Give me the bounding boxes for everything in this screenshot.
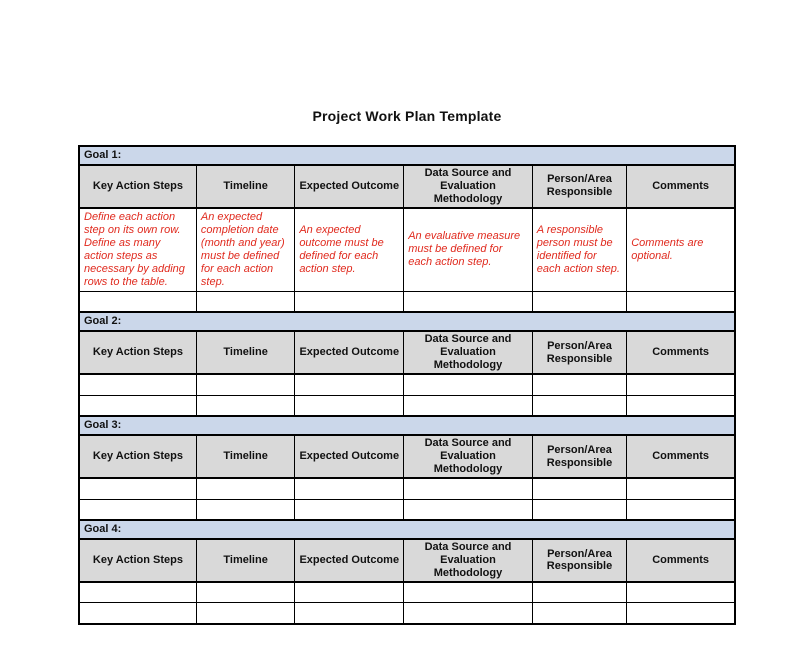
column-header-timeline: Timeline: [196, 435, 294, 478]
instruction-cell-key-action-steps[interactable]: Define each action step on its own row. Define as many action steps as necessary by adding rows to the table.: [79, 208, 196, 291]
goal-band-row: [79, 312, 735, 331]
table-cell[interactable]: [196, 582, 294, 603]
table-cell[interactable]: [532, 582, 626, 603]
table-cell[interactable]: [295, 291, 404, 312]
table-cell[interactable]: [196, 499, 294, 520]
column-header-expected-outcome: Expected Outcome: [295, 539, 404, 582]
table-row: [79, 395, 735, 416]
table-cell[interactable]: [79, 499, 196, 520]
table-cell[interactable]: [196, 478, 294, 499]
goal-label-cell[interactable]: [79, 146, 735, 165]
table-cell[interactable]: [532, 603, 626, 624]
goal-label-cell[interactable]: [79, 312, 735, 331]
column-header-timeline: Timeline: [196, 539, 294, 582]
work-plan-table: [78, 145, 736, 625]
table-row: [79, 374, 735, 395]
goal-band-row: [79, 416, 735, 435]
table-cell[interactable]: [627, 395, 735, 416]
table-cell[interactable]: [627, 499, 735, 520]
instruction-row: [79, 208, 735, 291]
column-header-comments: Comments: [627, 539, 735, 582]
table-cell[interactable]: [627, 603, 735, 624]
table-cell[interactable]: [196, 603, 294, 624]
table-cell[interactable]: [532, 291, 626, 312]
table-cell[interactable]: [295, 478, 404, 499]
column-header-row: [79, 331, 735, 374]
table-row: [79, 582, 735, 603]
table-cell[interactable]: [627, 291, 735, 312]
column-header-row: [79, 165, 735, 208]
table-cell[interactable]: [79, 374, 196, 395]
column-header-comments: Comments: [627, 331, 735, 374]
table-cell[interactable]: [404, 291, 533, 312]
instruction-cell-expected-outcome[interactable]: An expected outcome must be defined for each action step.: [295, 208, 404, 291]
column-header-data-source: Data Source and Evaluation Methodology: [404, 435, 533, 478]
column-header-expected-outcome: Expected Outcome: [295, 331, 404, 374]
column-header-key-action-steps: Key Action Steps: [79, 331, 196, 374]
column-header-person-responsible: Person/Area Responsible: [532, 165, 626, 208]
page-title: Project Work Plan Template: [312, 108, 502, 124]
table-cell[interactable]: [295, 603, 404, 624]
goal-label: Goal 4:: [84, 523, 122, 536]
instruction-cell-comments[interactable]: Comments are optional.: [627, 208, 735, 291]
table-row: [79, 478, 735, 499]
table-cell[interactable]: [404, 478, 533, 499]
goal-label: Goal 3:: [84, 419, 122, 432]
table-cell[interactable]: [532, 478, 626, 499]
column-header-key-action-steps: Key Action Steps: [79, 435, 196, 478]
table-cell[interactable]: [79, 291, 196, 312]
column-header-row: [79, 435, 735, 478]
goal-section-3: [79, 416, 735, 520]
column-header-person-responsible: Person/Area Responsible: [532, 435, 626, 478]
table-cell[interactable]: [404, 499, 533, 520]
table-cell[interactable]: [404, 374, 533, 395]
column-header-data-source: Data Source and Evaluation Methodology: [404, 165, 533, 208]
table-row: [79, 499, 735, 520]
column-header-expected-outcome: Expected Outcome: [295, 165, 404, 208]
table-cell[interactable]: [532, 499, 626, 520]
goal-label-cell[interactable]: [79, 520, 735, 539]
table-cell[interactable]: [532, 395, 626, 416]
table-cell[interactable]: [196, 374, 294, 395]
goal-label: Goal 1:: [84, 149, 122, 162]
column-header-timeline: Timeline: [196, 165, 294, 208]
goal-band-row: [79, 146, 735, 165]
table-cell[interactable]: [532, 374, 626, 395]
table-cell[interactable]: [79, 603, 196, 624]
table-cell[interactable]: [627, 478, 735, 499]
table-cell[interactable]: [79, 582, 196, 603]
goal-section-1: [79, 146, 735, 312]
column-header-data-source: Data Source and Evaluation Methodology: [404, 331, 533, 374]
table-cell[interactable]: [295, 395, 404, 416]
table-cell[interactable]: [79, 395, 196, 416]
table-cell[interactable]: [404, 395, 533, 416]
instruction-cell-data-source[interactable]: An evaluative measure must be defined for each action step.: [404, 208, 533, 291]
column-header-key-action-steps: Key Action Steps: [79, 165, 196, 208]
table-cell[interactable]: [196, 395, 294, 416]
column-header-data-source: Data Source and Evaluation Methodology: [404, 539, 533, 582]
goal-label: Goal 2:: [84, 315, 122, 328]
instruction-cell-timeline[interactable]: An expected completion date (month and year) must be defined for each action step.: [196, 208, 294, 291]
column-header-row: [79, 539, 735, 582]
column-header-expected-outcome: Expected Outcome: [295, 435, 404, 478]
goal-band-row: [79, 520, 735, 539]
table-cell[interactable]: [404, 582, 533, 603]
table-cell[interactable]: [295, 582, 404, 603]
column-header-comments: Comments: [627, 435, 735, 478]
table-cell[interactable]: [295, 499, 404, 520]
table-cell[interactable]: [627, 582, 735, 603]
goal-label-cell[interactable]: [79, 416, 735, 435]
goal-section-4: [79, 520, 735, 624]
table-cell[interactable]: [404, 603, 533, 624]
table-cell[interactable]: [196, 291, 294, 312]
column-header-comments: Comments: [627, 165, 735, 208]
table-cell[interactable]: [295, 374, 404, 395]
table-cell[interactable]: [627, 374, 735, 395]
table-cell[interactable]: [79, 478, 196, 499]
table-row: [79, 603, 735, 624]
column-header-timeline: Timeline: [196, 331, 294, 374]
table-row: [79, 291, 735, 312]
instruction-cell-person-responsible[interactable]: A responsible person must be identified for each action step.: [532, 208, 626, 291]
column-header-person-responsible: Person/Area Responsible: [532, 539, 626, 582]
column-header-person-responsible: Person/Area Responsible: [532, 331, 626, 374]
goal-section-2: [79, 312, 735, 416]
column-header-key-action-steps: Key Action Steps: [79, 539, 196, 582]
